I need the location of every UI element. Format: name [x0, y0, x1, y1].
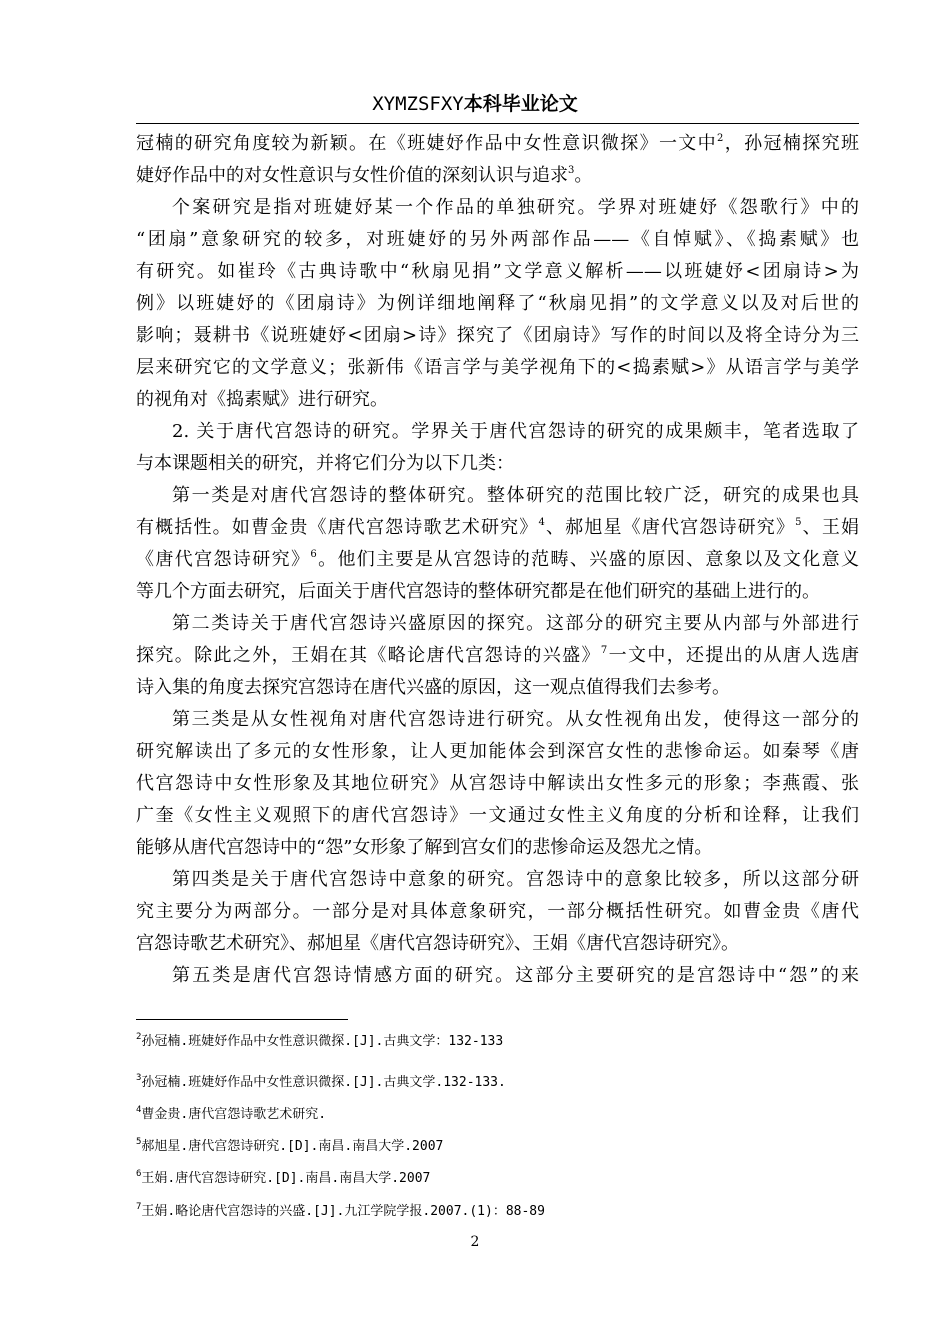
body-line: 诗入集的角度去探究宫怨诗在唐代兴盛的原因，这一观点值得我们去参考。: [136, 677, 730, 698]
footnote-ref: 7: [600, 645, 608, 656]
footnote-text: 孙冠楠.班婕妤作品中女性意识微探.[J].古典文学：132-133: [141, 1034, 504, 1049]
body-line: 有研究。如崔玲《古典诗歌中“秋扇见捐”文学意义解析——以班婕妤<团扇诗>为: [136, 261, 859, 282]
footnote-number: 5: [136, 1137, 142, 1147]
body-line: 与本课题相关的研究，并将它们分为以下几类：: [136, 453, 514, 474]
footnote: [136, 1071, 506, 1090]
footnote-number: 7: [136, 1202, 142, 1212]
header-code: XYMZSFXY: [372, 93, 464, 115]
body-line: 代宫怨诗中女性形象及其地位研究》从宫怨诗中解读出女性多元的形象；李燕霞、张: [136, 773, 859, 794]
body-line: 层来研究它的文学意义；张新伟《语言学与美学视角下的<捣素赋>》从语言学与美学: [136, 357, 859, 378]
body-text: [136, 128, 859, 992]
footnote-number: 2: [136, 1032, 142, 1042]
footnote: [136, 1030, 503, 1049]
header-title: 本科毕业论文: [463, 93, 578, 115]
footnote: [136, 1135, 443, 1154]
body-line: 第四类是关于唐代宫怨诗中意象的研究。宫怨诗中的意象比较多，所以这部分研: [172, 869, 859, 890]
body-line: 广奎《女性主义观照下的唐代宫怨诗》一文通过女性主义角度的分析和诠释，让我们: [136, 805, 859, 826]
footnote-ref: 4: [538, 517, 545, 528]
body-line: 有概括性。如曹金贵《唐代宫怨诗歌艺术研究》$^4$、郝旭星《唐代宫怨诗研究》$^5$、王娟: [136, 517, 859, 538]
footnote-number: 4: [136, 1105, 142, 1115]
body-line: 2. 关于唐代宫怨诗的研究。学界关于唐代宫怨诗的研究的成果颇丰，笔者选取了: [172, 421, 859, 442]
footnote-ref: 6: [310, 549, 317, 560]
body-line: 探究。除此之外，王娟在其《略论唐代宫怨诗的兴盛》$^7$一文中，还提出的从唐人选唐: [136, 645, 859, 666]
footnote: [136, 1200, 545, 1219]
body-line: 等几个方面去研究，后面关于唐代宫怨诗的整体研究都是在他们研究的基础上进行的。: [136, 581, 820, 602]
body-line: 婕妤作品中的对女性意识与女性价值的深刻认识与追求$^3$。: [136, 165, 593, 186]
footnote-ref: 2: [717, 133, 724, 144]
body-line: “团扇”意象研究的较多，对班婕妤的另外两部作品——《自悼赋》、《捣素赋》也: [136, 229, 859, 250]
body-line: 个案研究是指对班婕妤某一个作品的单独研究。学界对班婕妤《怨歌行》中的: [172, 197, 859, 218]
body-line: 的视角对《捣素赋》进行研究。: [136, 389, 388, 410]
page-header: [0, 92, 950, 116]
footnote-text: 王娟.唐代宫怨诗研究.[D].南昌.南昌大学.2007: [141, 1171, 431, 1186]
footnote-text: 孙冠楠.班婕妤作品中女性意识微探.[J].古典文学.132-133.: [141, 1075, 506, 1090]
footnote: [136, 1167, 430, 1186]
footnote-separator: [136, 1019, 348, 1020]
body-line: 第一类是对唐代宫怨诗的整体研究。整体研究的范围比较广泛，研究的成果也具: [172, 485, 859, 506]
footnote-text: 曹金贵.唐代宫怨诗歌艺术研究.: [141, 1107, 327, 1122]
footnote-ref: 5: [795, 517, 802, 528]
body-line: 第五类是唐代宫怨诗情感方面的研究。这部分主要研究的是宫怨诗中“怨”的来: [172, 965, 859, 986]
page-number: 2: [470, 1234, 480, 1250]
footnote-text: 郝旭星.唐代宫怨诗研究.[D].南昌.南昌大学.2007: [141, 1139, 444, 1154]
body-line: 冠楠的研究角度较为新颖。在《班婕妤作品中女性意识微探》一文中$^2$，孙冠楠探究班: [136, 133, 859, 154]
footnote-ref: 3: [568, 165, 575, 176]
body-line: 第三类是从女性视角对唐代宫怨诗进行研究。从女性视角出发，使得这一部分的: [172, 709, 859, 730]
body-line: 能够从唐代宫怨诗中的“怨”女形象了解到宫女们的悲惨命运及怨尤之情。: [136, 837, 713, 858]
footnote-text: 王娟.略论唐代宫怨诗的兴盛.[J].九江学院学报.2007.(1)：88-89: [141, 1204, 545, 1219]
body-line: 研究解读出了多元的女性形象，让人更加能体会到深宫女性的悲惨命运。如秦琴《唐: [136, 741, 859, 762]
header-rule: [136, 123, 859, 124]
body-line: 例》以班婕妤的《团扇诗》为例详细地阐释了“秋扇见捐”的文学意义以及对后世的: [136, 293, 859, 314]
body-line: 影响；聂耕书《说班婕妤<团扇>诗》探究了《团扇诗》写作的时间以及将全诗分为三: [136, 325, 859, 346]
footnote: [136, 1103, 326, 1122]
body-line: 究主要分为两部分。一部分是对具体意象研究，一部分概括性研究。如曹金贵《唐代: [136, 901, 859, 922]
footnote-number: 3: [136, 1073, 142, 1083]
body-line: 第二类诗关于唐代宫怨诗兴盛原因的探究。这部分的研究主要从内部与外部进行: [172, 613, 859, 634]
footnote-number: 6: [136, 1169, 142, 1179]
body-line: 宫怨诗歌艺术研究》、郝旭星《唐代宫怨诗研究》、王娟《唐代宫怨诗研究》。: [136, 933, 739, 954]
body-line: 《唐代宫怨诗研究》$^6$。他们主要是从宫怨诗的范畴、兴盛的原因、意象以及文化意义: [136, 549, 859, 570]
